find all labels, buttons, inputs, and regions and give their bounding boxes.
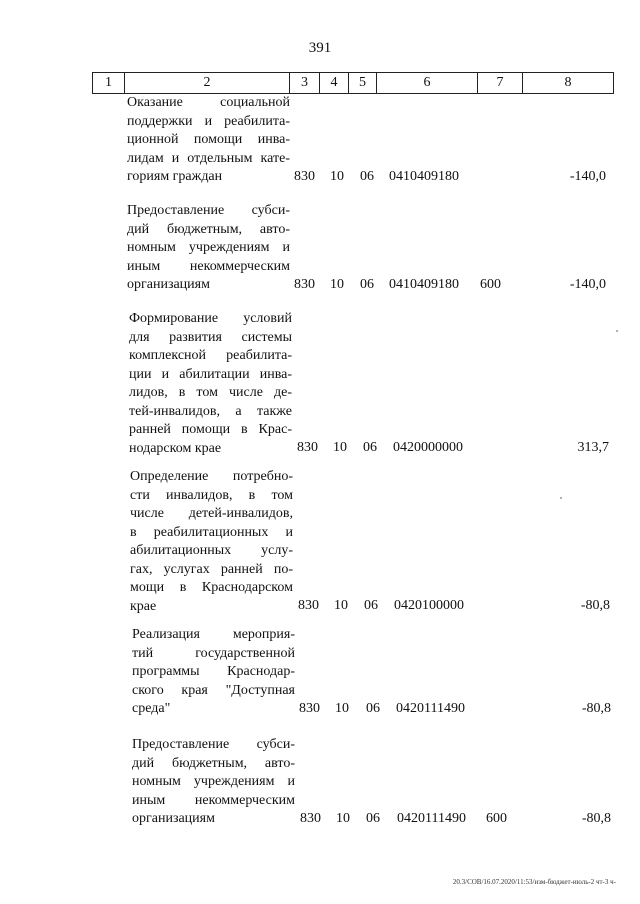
description-line: иным некоммерческим [132,792,295,808]
row-description [132,626,295,719]
target-article-code: 0410409180 [389,168,459,184]
description-line: ции и абилитации инва- [129,366,292,382]
section-code: 10 [335,700,349,716]
document-footer: 20.3/СОВ/16.07.2020/11:53/изм-бюджет-июль-2 чт-3 ч- [452,878,616,886]
amount-value: -80,8 [581,700,611,716]
description-line: лидам и отдельным кате- [127,150,290,166]
column-number: 3 [290,73,320,93]
target-article-code: 0420111490 [396,700,465,716]
row-description [132,736,295,829]
description-line: крае [130,598,157,614]
subsection-code: 06 [360,276,374,292]
target-article-code: 0420100000 [394,598,464,613]
amount-value: -80,8 [580,598,610,613]
ministry-code: 830 [294,168,315,184]
subsection-code: 06 [366,700,380,716]
description-line: иным некоммерческим [127,258,290,274]
description-line: нодарском крае [129,440,222,456]
column-number: 2 [125,73,290,93]
column-number: 1 [93,73,125,93]
target-article-code: 0420000000 [393,440,463,455]
description-line: комплексной реабилита- [129,348,292,363]
description-line: программы Краснодар- [132,664,295,679]
description-line: ционной помощи инва- [127,132,290,147]
scan-speck [560,497,562,499]
description-line: номным учреждениям и [127,240,290,255]
row-description [127,94,290,187]
section-code: 10 [330,168,344,184]
ministry-code: 830 [299,700,320,716]
description-line: организациям [127,277,210,292]
table-row [0,626,640,719]
target-article-code: 0410409180 [389,276,459,292]
table-row [0,468,640,616]
description-line: абилитационных услу- [130,543,293,558]
row-description [130,468,293,616]
description-line: Формирование условий [129,311,292,326]
row-description [129,310,292,458]
section-code: 10 [334,598,348,613]
amount-value: 313,7 [577,440,609,455]
description-line: Предоставление субси- [127,203,290,218]
subsection-code: 06 [364,598,378,613]
expense-type-code: 600 [480,276,501,292]
description-line: Оказание социальной [127,95,290,110]
ministry-code: 830 [300,810,321,826]
ministry-code: 830 [298,598,319,613]
description-line: в реабилитационных и [130,524,293,540]
description-line: дий бюджетным, авто- [127,221,290,237]
subsection-code: 06 [363,440,377,455]
column-number: 8 [564,75,572,90]
table-row [0,310,640,458]
description-line: поддержки и реабилита- [127,113,290,129]
description-line: сти инвалидов, в том [130,487,293,503]
section-code: 10 [336,810,350,826]
description-line: Предоставление субси- [132,737,295,752]
description-line: ского края "Доступная [132,682,295,698]
section-code: 10 [333,440,347,455]
page-number: 391 [308,40,332,56]
description-line: Определение потребно- [130,469,293,484]
description-line: номным учреждениям и [132,774,295,789]
subsection-code: 06 [360,168,374,184]
description-line: гориям граждан [127,169,223,184]
description-line: тий государственной [132,645,295,661]
description-line: мощи в Краснодарском [130,580,293,595]
amount-value: -140,0 [569,168,606,184]
amount-value: -140,0 [569,276,606,292]
column-number: 6 [377,73,478,93]
table-row [0,94,640,187]
column-number: 4 [320,73,349,93]
target-article-code: 0420111490 [397,810,466,826]
table-row [0,736,640,829]
description-line: гах, услугах ранней по- [130,561,293,577]
column-number-header [92,72,614,94]
description-line: дий бюджетным, авто- [132,755,295,771]
description-line: Реализация мероприя- [132,627,295,642]
column-number: 7 [478,73,523,93]
description-line: лидов, в том числе де- [129,385,292,400]
section-code: 10 [330,276,344,292]
row-description [127,202,290,295]
description-line: для развития системы [129,329,292,345]
ministry-code: 830 [297,440,318,455]
description-line: ранней помощи в Крас- [129,422,292,437]
scan-speck [616,330,618,332]
table-row [0,202,640,295]
description-line: среда" [132,701,171,716]
description-line: тей-инвалидов, а также [129,403,292,419]
subsection-code: 06 [366,810,380,826]
column-number: 5 [349,73,377,93]
amount-value: -80,8 [581,810,611,826]
description-line: числе детей-инвалидов, [130,506,293,521]
description-line: организациям [132,811,215,826]
ministry-code: 830 [294,276,315,292]
expense-type-code: 600 [486,810,507,826]
